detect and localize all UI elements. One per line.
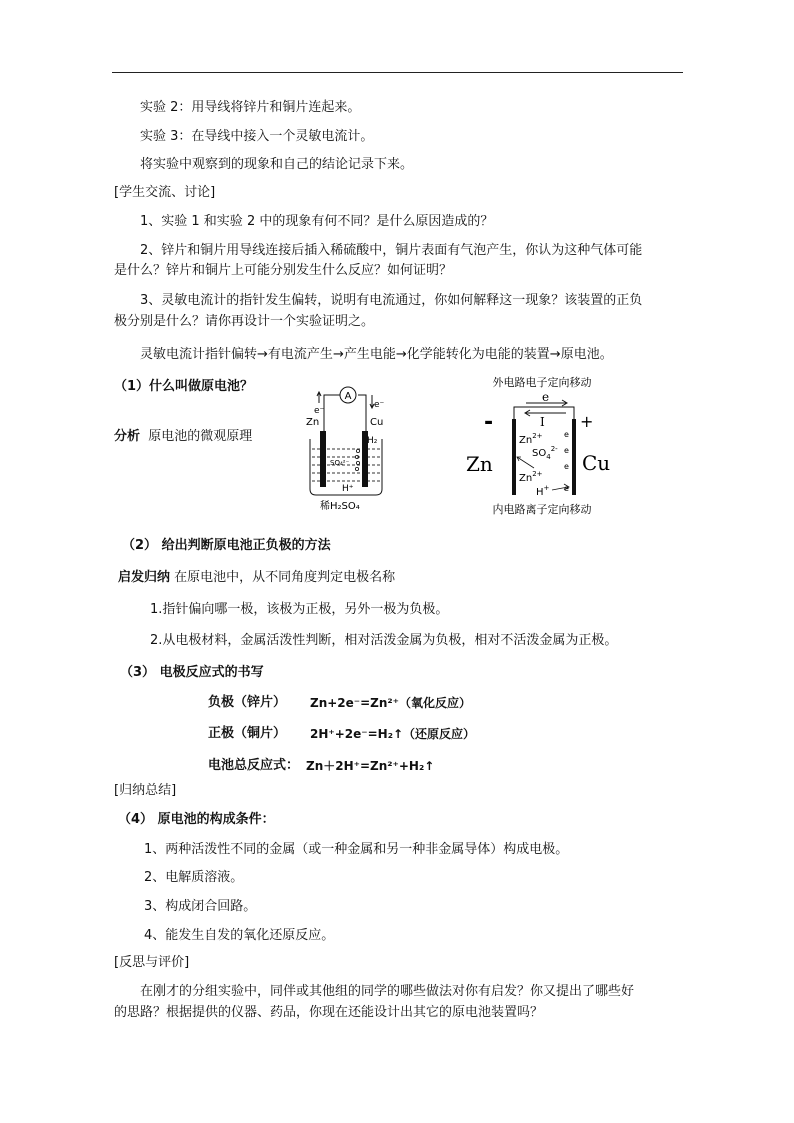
analysis-text: 原电池的微观原理 [148, 429, 253, 444]
zn-electrode [320, 431, 326, 487]
right-electron-label: e⁻ [374, 400, 385, 410]
chain-step: 化学能转化为电能的装置 [406, 347, 550, 362]
condition-4: 4、能发生自发的氧化还原反应。 [144, 928, 335, 943]
heading-1: （1）什么叫做原电池？ [114, 379, 254, 394]
ammeter-label: A [344, 391, 352, 402]
inner-circuit-caption: 内电路离子定向移动 [492, 503, 592, 516]
arrow-right-icon: → [257, 347, 268, 362]
negative-electrode-equation: Zn+2e⁻=Zn²⁺（氧化反应） [310, 696, 472, 710]
condition-3: 3、构成闭合回路。 [144, 899, 257, 914]
hint-line [118, 569, 395, 587]
heading-3: （3） 电极反应式的书写 [120, 665, 264, 680]
question-2-line-1: 2、锌片和铜片用导线连接后插入稀硫酸中，铜片表面有气泡产生，你认为这种气体可能 [140, 243, 643, 258]
reasoning-chain [140, 346, 613, 364]
negative-sign: - [484, 410, 494, 435]
left-wire [324, 395, 340, 435]
question-3-line-2: 极分别是什么？请你再设计一个实验证明之。 [114, 314, 375, 329]
experiment-3-text: 实验 3：在导线中接入一个灵敏电流计。 [140, 129, 374, 144]
hydrogen-ion-label: H+ [536, 484, 550, 498]
gas-bubbles [355, 449, 359, 470]
cu-electrode [572, 419, 576, 495]
summary-tag: [归纳总结] [114, 783, 177, 798]
discussion-tag: [学生交流、讨论] [114, 185, 216, 200]
question-2-line-2: 是什么？锌片和铜片上可能分别发生什么反应？如何证明？ [114, 263, 453, 278]
condition-2: 2、电解质溶液。 [144, 870, 244, 885]
negative-electrode-label: 负极（锌片） [208, 695, 287, 710]
heading-2: （2） 给出判断原电池正负极的方法 [122, 538, 331, 553]
chain-step: 有电流产生 [267, 347, 333, 362]
electron-marks [564, 430, 569, 493]
question-3-line-1: 3、灵敏电流计的指针发生偏转，说明有电流通过，你如何解释这一现象？该装置的正负 [140, 293, 643, 308]
zn-electrode-label: Zn [466, 452, 493, 476]
electron-label: e [542, 390, 550, 404]
record-instruction: 将实验中观察到的现象和自己的结论记录下来。 [140, 157, 414, 172]
hint-label: 启发归纳 [118, 570, 171, 585]
reflection-line-1: 在刚才的分组实验中，同伴或其他组的同学的哪些做法对你有启发？你又提出了哪些好 [140, 984, 635, 999]
cu-electrode-label: Cu [582, 451, 611, 475]
galvanic-schematic-diagram [462, 373, 622, 523]
sulfate-ion-label: $SO_4^{2-}$ [532, 445, 558, 461]
cu-label: Cu [370, 417, 384, 428]
svg-text:e: e [564, 446, 569, 455]
chain-step: 原电池。 [560, 347, 613, 362]
hint-text: 在原电池中，从不同角度判定电极名称 [174, 570, 396, 585]
svg-text:e: e [564, 430, 569, 439]
sulfate-label: SO₄²⁻ [330, 459, 350, 467]
arrow-right-icon: → [395, 347, 407, 362]
positive-electrode-equation: 2H⁺+2e⁻=H₂↑（还原反应） [310, 727, 476, 741]
experiment-2-text: 实验 2：用导线将锌片和铜片连起来。 [140, 100, 361, 115]
hplus-label: H⁺ [342, 484, 354, 494]
left-electron-label: e⁻ [314, 406, 325, 416]
beaker-cell-diagram [300, 383, 410, 518]
rule-2: 2.从电极材料，金属活泼性判断，相对活泼金属为负极，相对不活泼金属为正极。 [150, 633, 618, 648]
chain-step: 灵敏电流计指针偏转 [140, 347, 258, 362]
analysis-line [114, 428, 252, 446]
solution-caption: 稀H₂SO₄ [320, 501, 360, 512]
condition-1: 1、两种活泼性不同的金属（或一种金属和另一种非金属导体）构成电极。 [144, 842, 569, 857]
positive-electrode-label: 正极（铜片） [208, 726, 287, 741]
zn-electrode [512, 419, 516, 495]
analysis-label: 分析 [114, 429, 141, 444]
svg-text:e: e [564, 462, 569, 471]
reflection-tag: [反思与评价] [114, 955, 190, 970]
reflection-line-2: 的思路？根据提供的仪器、药品，你现在还能设计出其它的原电池装置吗？ [114, 1005, 544, 1020]
arrow-right-icon: → [549, 347, 561, 362]
positive-sign: + [580, 412, 594, 431]
current-label: I [540, 415, 545, 429]
zn-ion-label-a: $Zn^{2+}$ [519, 432, 543, 446]
chain-step: 产生电能 [343, 347, 396, 362]
h2-label: H₂ [367, 436, 378, 446]
outer-circuit-caption: 外电路电子定向移动 [492, 376, 592, 389]
svg-text:e: e [564, 484, 569, 493]
question-1: 1、实验 1 和实验 2 中的现象有何不同？是什么原因造成的？ [140, 214, 494, 229]
zn-label: Zn [306, 417, 320, 428]
header-rule [112, 72, 683, 73]
heading-4: （4） 原电池的构成条件： [118, 812, 275, 827]
rule-1: 1.指针偏向哪一极，该极为正极，另外一极为负极。 [150, 602, 449, 617]
total-reaction-equation: Zn＋2H⁺=Zn²⁺+H₂↑ [306, 759, 435, 773]
zn-ion-label-b: $Zn^{2+}$ [519, 470, 543, 484]
arrow-right-icon: → [332, 347, 344, 362]
total-reaction-label: 电池总反应式： [208, 758, 300, 773]
right-wire [358, 395, 366, 435]
